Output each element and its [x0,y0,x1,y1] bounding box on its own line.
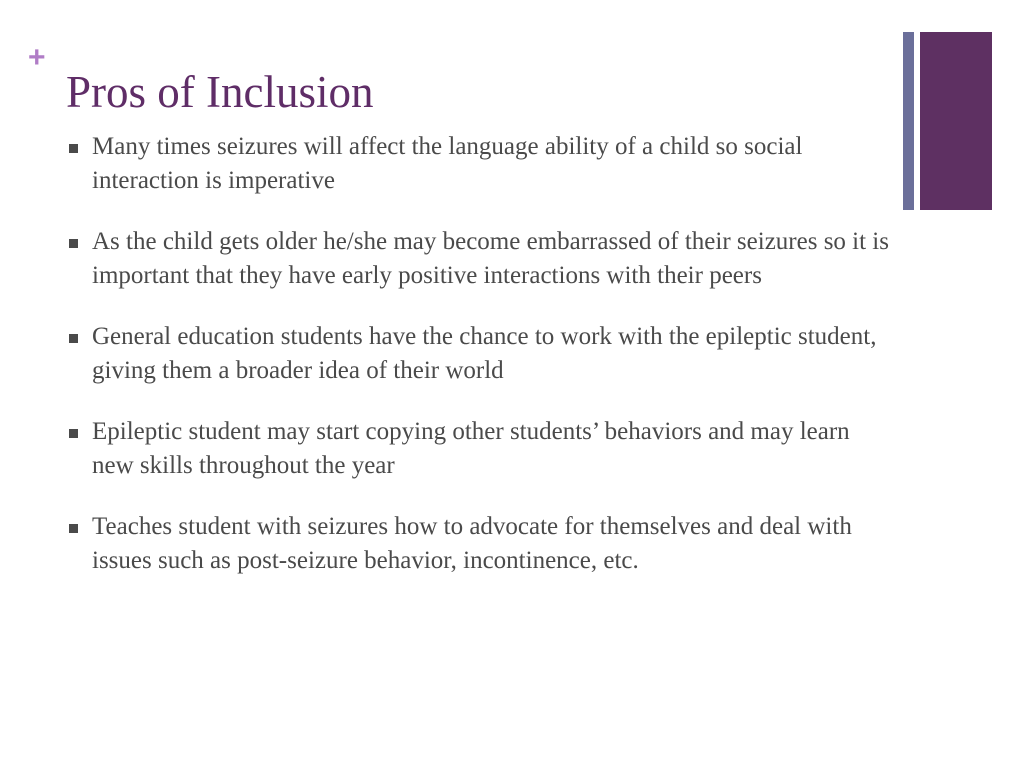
bullet-text: Teaches student with seizures how to advocate for themselves and deal with issues such as post-seizure behavior, incontinence, etc. [92,513,852,574]
square-bullet-icon [69,524,78,533]
bullet-list [66,130,896,605]
bullet-item [66,130,896,198]
bullet-text: Epileptic student may start copying other students’ behaviors and may learn new skills throughout the year [92,418,850,479]
bullet-item [66,320,896,388]
bullet-item [66,510,896,578]
bullet-text: General education students have the chance to work with the epileptic student, giving them a broader idea of their world [92,323,877,384]
square-bullet-icon [69,429,78,438]
slide-title: Pros of Inclusion [66,67,374,117]
square-bullet-icon [69,144,78,153]
bullet-item [66,415,896,483]
plus-icon: + [28,41,46,74]
accent-bar-thin [903,32,914,210]
bullet-item [66,225,896,293]
bullet-text: Many times seizures will affect the language ability of a child so social interaction is imperative [92,133,803,194]
square-bullet-icon [69,334,78,343]
square-bullet-icon [69,239,78,248]
bullet-text: As the child gets older he/she may become embarrassed of their seizures so it is important that they have early positive interactions with their peers [92,228,889,289]
accent-bar-wide [920,32,992,210]
